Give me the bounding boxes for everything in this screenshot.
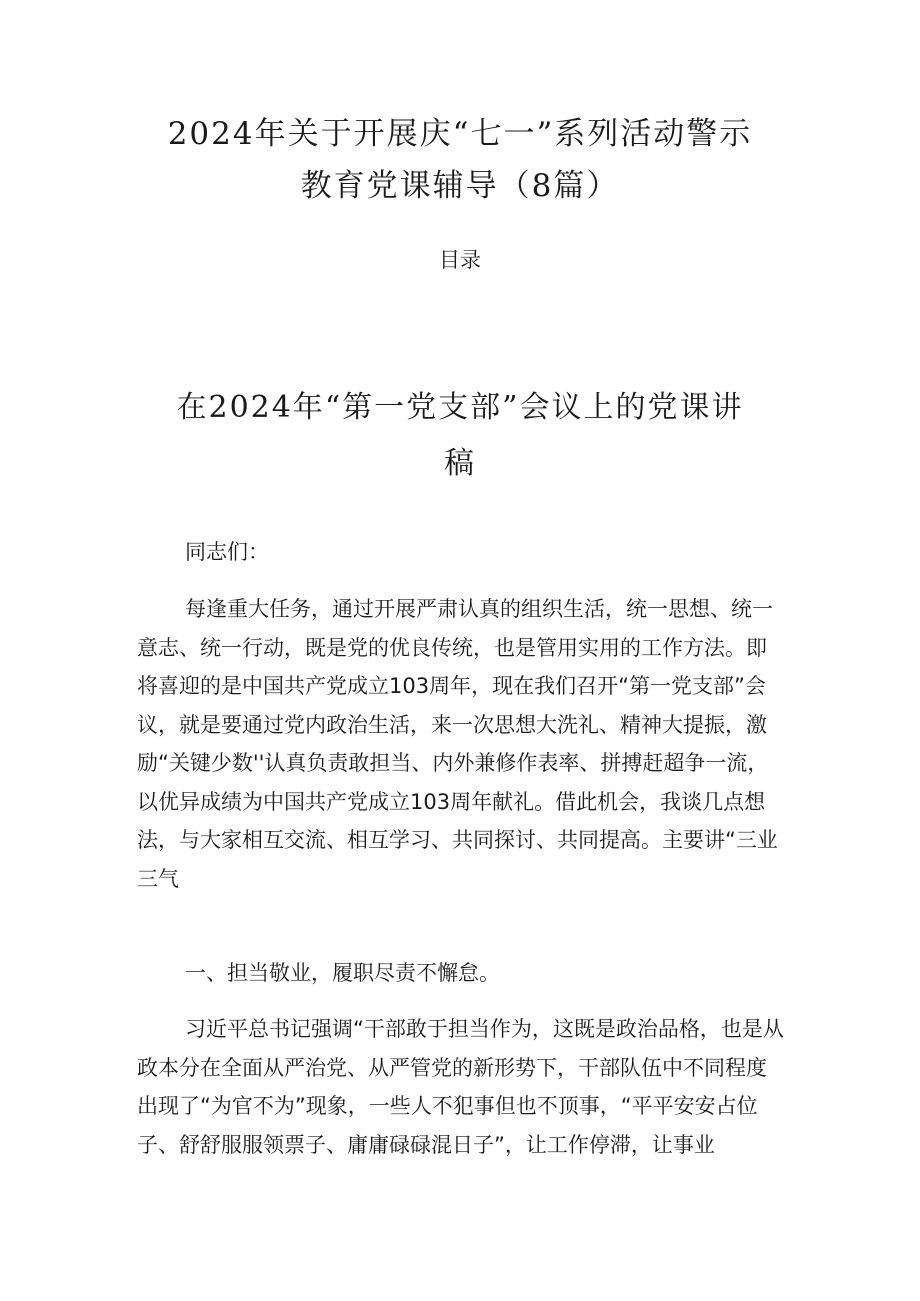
section-heading-1: 一、担当敬业，履职尽责不懈怠。 [185,961,500,985]
speech-title-line-1: 在2024年“第一党支部”会议上的党课讲 [176,390,744,425]
document-title-line-2: 教育党课辅导（8篇） [300,168,620,204]
speech-title-line-2: 稿 [444,446,476,481]
document-title-line-1: 2024年关于开展庆“七一”系列活动警示 [167,116,753,152]
paragraph-2: 习近平总书记强调“干部敢于担当作为，这既是政治品格，也是从政本分在全面从严治党、从严管党的新形势下，干部队伍中不同程度出现了“为官不为”现象，一些人不犯事但也不顶事，“平平安安占位子、舒舒服服领票子、庸庸碌碌混日子”，让工作停滞，让事业 [137,1017,784,1157]
paragraph-1: 每逢重大任务，通过开展严肃认真的组织生活，统一思想、统一意志、统一行动，既是党的优良传统，也是管用实用的工作方法。即将喜迎的是中国共产党成立103周年，现在我们召开“第一党支部”会议，就是要通过党内政治生活，来一次思想大洗礼、精神大提振，激励“关键少数''认真负责敢担当、内外兼修作表率、拼搏赶超争一流，以优异成绩为中国共产党成立103周年献礼。借此机会，我谈几点想法，与大家相互交流、相互学习、共同探讨、共同提高。主要讲“三业三气 [137,597,778,891]
greeting: 同志们： [185,540,269,564]
table-of-contents-heading: 目录 [439,248,481,272]
